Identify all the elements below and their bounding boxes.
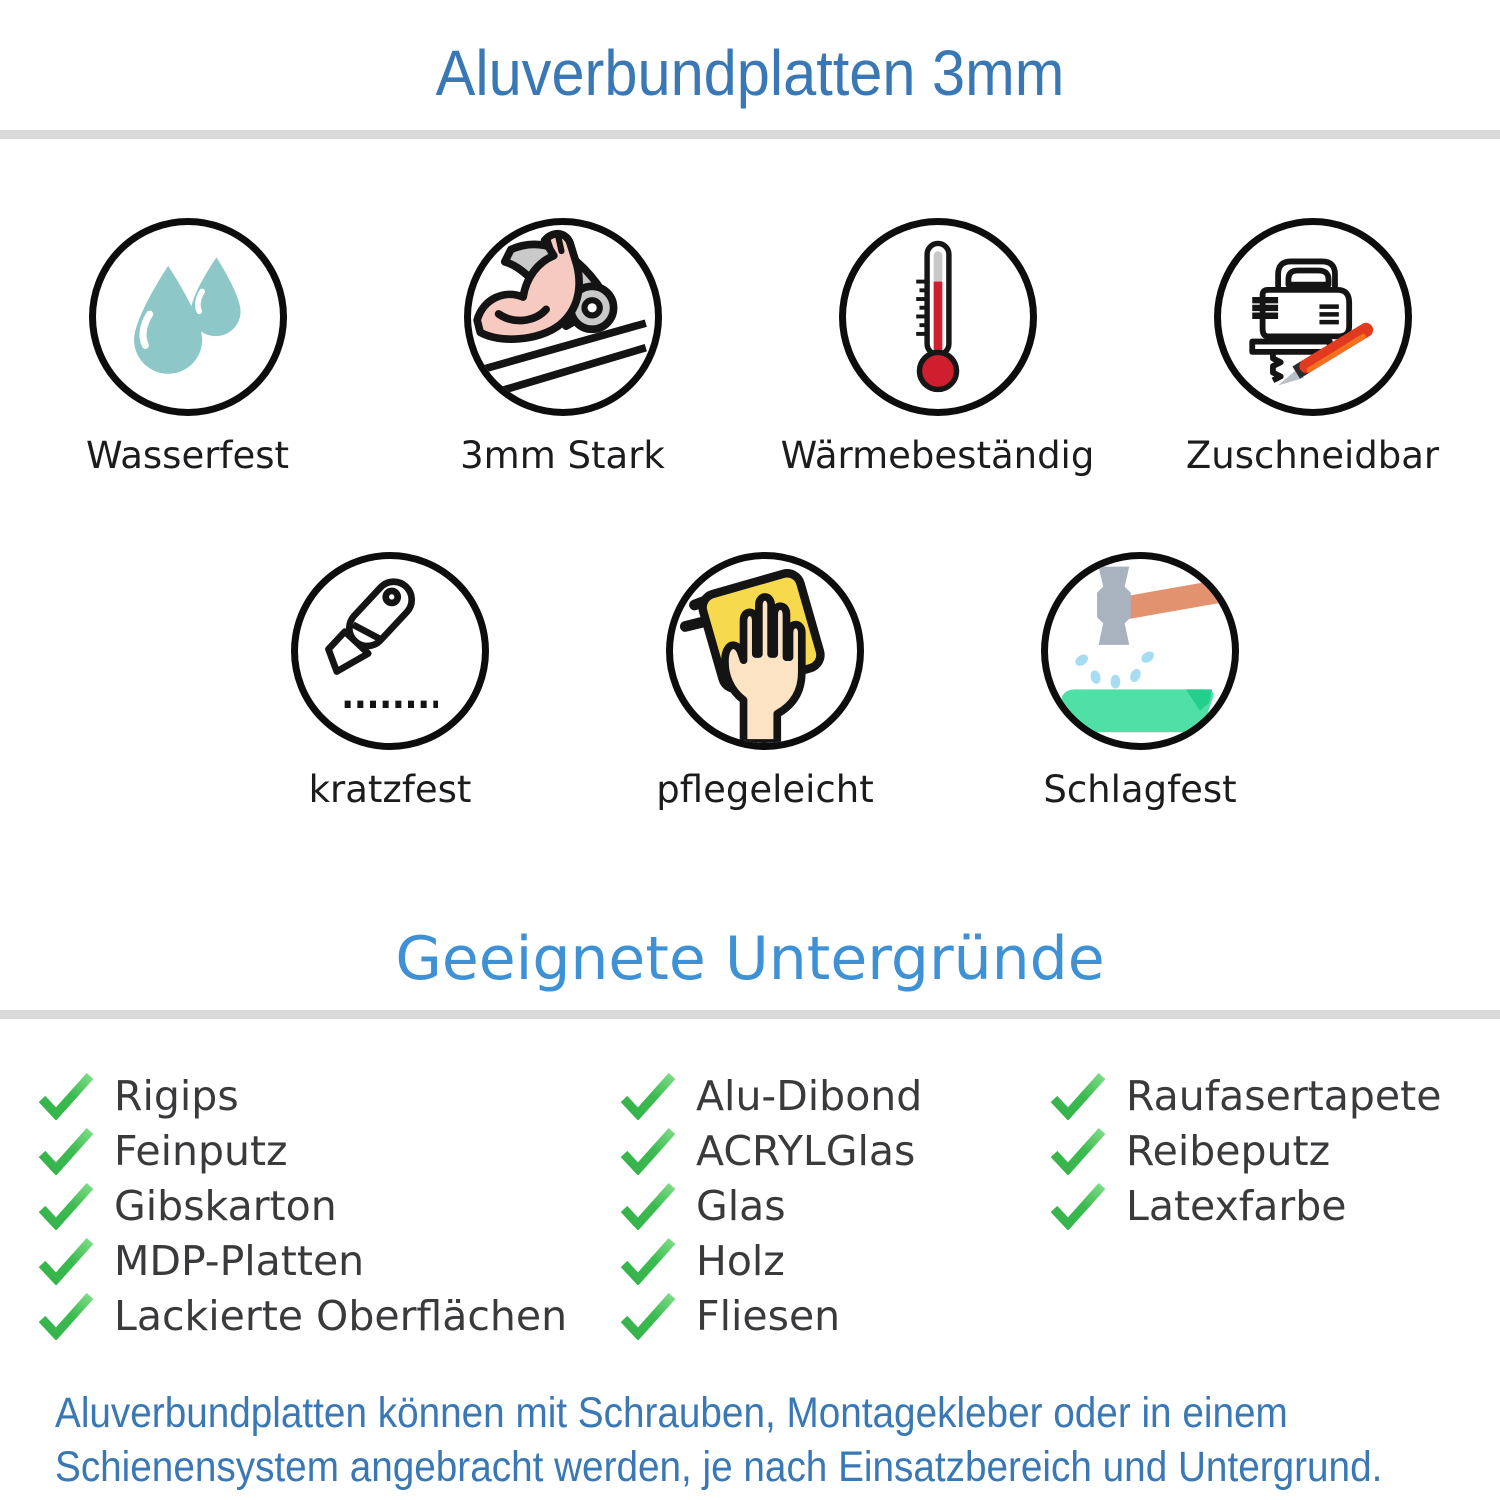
substrates-column-3 (1048, 1068, 1441, 1233)
substrate-label: Rigips (114, 1071, 239, 1120)
feature-waermebestaendig (750, 218, 1125, 477)
feature-label-pflegeleicht: pflegeleicht (656, 768, 874, 811)
substrate-label: Lackierte Oberflächen (114, 1291, 568, 1340)
footer-note (55, 1386, 1383, 1494)
check-icon (618, 1072, 678, 1120)
substrate-label: Feinputz (114, 1126, 288, 1175)
check-icon (36, 1237, 96, 1285)
utility-knife-icon (291, 552, 489, 750)
hammer-impact-icon (1041, 552, 1239, 750)
check-icon (36, 1072, 96, 1120)
check-icon (1048, 1072, 1108, 1120)
feature-label-wasserfest: Wasserfest (86, 434, 289, 477)
check-icon (618, 1237, 678, 1285)
check-icon (36, 1182, 96, 1230)
divider-top (0, 130, 1500, 139)
list-item (618, 1178, 922, 1233)
feature-kratzfest (203, 552, 578, 811)
wiping-hand-icon (666, 552, 864, 750)
feature-schlagfest (953, 552, 1328, 811)
feature-row-1 (0, 218, 1500, 477)
feature-row-2 (0, 552, 1500, 811)
check-icon (36, 1292, 96, 1340)
feature-zuschneidbar (1125, 218, 1500, 477)
divider-middle (0, 1010, 1500, 1019)
footer-line-1: Aluverbundplatten können mit Schrauben, Montagekleber oder in einem (55, 1389, 1288, 1437)
feature-label-zuschneidbar: Zuschneidbar (1185, 434, 1440, 477)
check-icon (36, 1127, 96, 1175)
list-item (618, 1123, 922, 1178)
feature-label-schlagfest: Schlagfest (1043, 768, 1237, 811)
list-item (36, 1233, 567, 1288)
list-item (36, 1068, 567, 1123)
substrate-label: Holz (696, 1236, 785, 1285)
feature-3mm-stark (375, 218, 750, 477)
check-icon (618, 1292, 678, 1340)
list-item (618, 1288, 922, 1343)
footer-line-2: Schienensystem angebracht werden, je nach Einsatzbereich und Untergrund. (55, 1443, 1383, 1491)
substrate-label: Gibskarton (114, 1181, 337, 1230)
check-icon (1048, 1182, 1108, 1230)
page-title (0, 36, 1500, 110)
list-item (1048, 1123, 1441, 1178)
feature-wasserfest (0, 218, 375, 477)
check-icon (1048, 1127, 1108, 1175)
list-item (1048, 1178, 1441, 1233)
substrate-label: Reibeputz (1126, 1126, 1331, 1175)
substrate-label: Alu-Dibond (696, 1071, 923, 1120)
substrate-label: Raufasertapete (1126, 1071, 1442, 1120)
water-drops-icon (89, 218, 287, 416)
feature-pflegeleicht (578, 552, 953, 811)
list-item (618, 1233, 922, 1288)
substrates-column-2 (618, 1068, 922, 1343)
thermometer-icon (839, 218, 1037, 416)
list-item (618, 1068, 922, 1123)
substrate-label: Latexfarbe (1126, 1181, 1347, 1230)
substrate-label: Glas (696, 1181, 786, 1230)
substrate-label: Fliesen (696, 1291, 841, 1340)
feature-label-3mm-stark: 3mm Stark (460, 434, 665, 477)
feature-label-kratzfest: kratzfest (308, 768, 472, 811)
section-title-untergruende: Geeignete Untergründe (395, 924, 1105, 994)
list-item (1048, 1068, 1441, 1123)
list-item (36, 1288, 567, 1343)
check-icon (618, 1182, 678, 1230)
substrates-column-1 (36, 1068, 567, 1343)
list-item (36, 1123, 567, 1178)
list-item (36, 1178, 567, 1233)
page-title-text: Aluverbundplatten 3mm (435, 37, 1065, 109)
flex-arm-panel-icon (464, 218, 662, 416)
substrate-label: ACRYLGlas (696, 1126, 916, 1175)
check-icon (618, 1127, 678, 1175)
feature-label-waermebestaendig: Wärmebeständig (780, 434, 1095, 477)
jigsaw-knife-icon (1214, 218, 1412, 416)
substrate-label: MDP-Platten (114, 1236, 365, 1285)
